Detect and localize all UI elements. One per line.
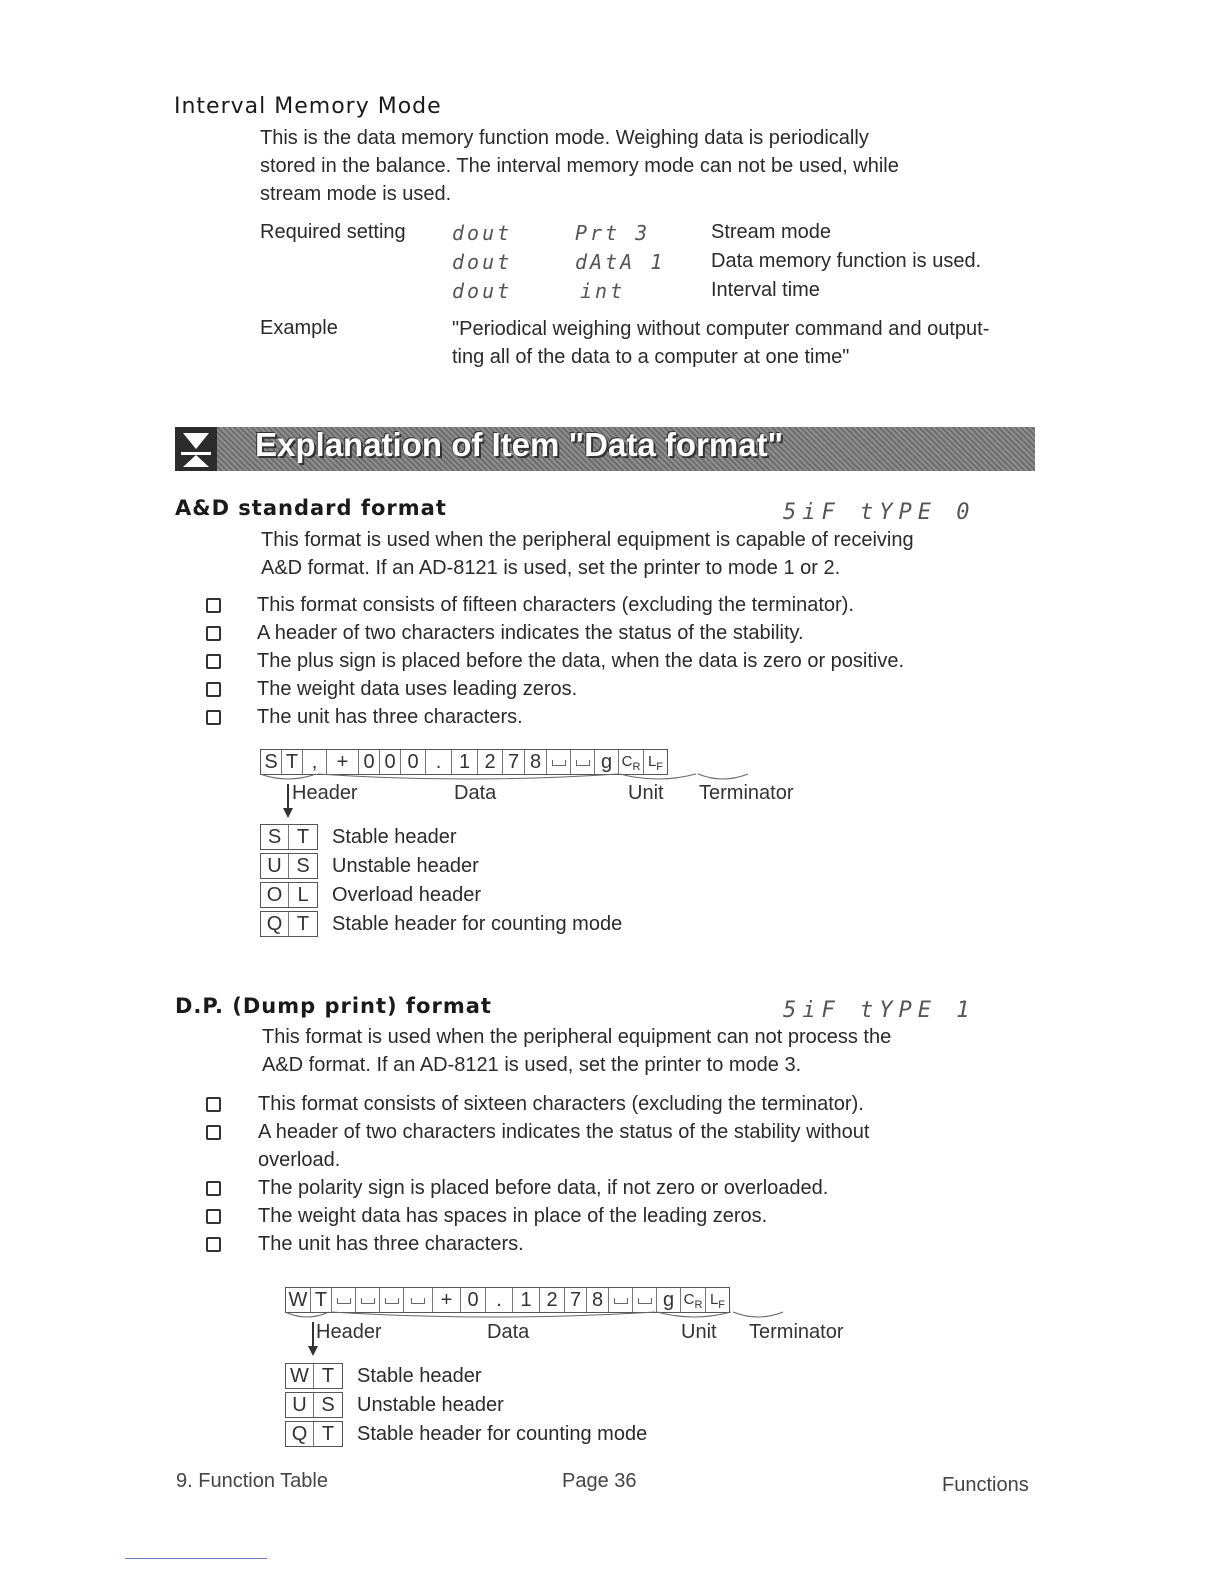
checkbox-icon — [206, 1209, 221, 1224]
label-data: Data — [487, 1321, 530, 1343]
header-row: U S Unstable header — [285, 1390, 647, 1419]
terminator-cr: $C_R$ — [681, 1288, 706, 1312]
format-cell: 2 — [478, 750, 503, 774]
example-line: "Periodical weighing without computer command and output- — [452, 318, 990, 340]
setting-desc: Data memory function is used. — [711, 250, 982, 272]
label-data: Data — [454, 782, 497, 804]
list-item: A header of two characters indicates the status of the stability without — [206, 1118, 869, 1146]
checkbox-icon — [206, 1181, 221, 1196]
header-row: Q T Stable header for counting mode — [285, 1419, 647, 1448]
section-heading-dp: D.P. (Dump print) format — [175, 994, 492, 1018]
format-cell: 7 — [565, 1288, 587, 1312]
format-cell: 1 — [452, 750, 478, 774]
terminator-lf: $L_F$ — [647, 753, 664, 773]
lcd-item: dout — [452, 221, 513, 245]
terminator-cr: $C_R$ — [619, 750, 644, 774]
space-cell — [609, 1288, 633, 1312]
checkbox-icon — [206, 1237, 221, 1252]
dp-header-list — [285, 1361, 647, 1448]
space-cell — [571, 750, 595, 774]
list-item: The unit has three characters. — [206, 703, 904, 731]
header-row: Q T Stable header for counting mode — [260, 909, 622, 938]
space-cell — [332, 1288, 356, 1312]
section-heading-ad: A&D standard format — [175, 496, 447, 520]
format-cell: , — [303, 750, 327, 774]
checkbox-icon — [206, 654, 221, 669]
list-item: The polarity sign is placed before data, if not zero or overloaded. — [206, 1174, 869, 1202]
checkbox-icon — [206, 1097, 221, 1112]
format-cell: g — [595, 750, 619, 774]
space-cell — [633, 1288, 657, 1312]
format-cell: 0 — [359, 750, 380, 774]
example-label: Example — [260, 317, 338, 339]
para-line: stream mode is used. — [260, 183, 452, 205]
format-cell: S — [261, 750, 282, 774]
setting-desc: Stream mode — [711, 221, 832, 243]
setting-desc: Interval time — [711, 279, 820, 301]
list-item: The weight data has spaces in place of the leading zeros. — [206, 1202, 869, 1230]
footer-left: 9. Function Table — [176, 1470, 328, 1492]
banner-title: Explanation of Item "Data format" — [255, 426, 784, 463]
list-item: A header of two characters indicates the status of the stability. — [206, 619, 904, 647]
lcd-value: int — [580, 279, 626, 303]
label-header: Header — [316, 1321, 382, 1343]
ad-bullet-list — [206, 591, 904, 731]
header-row: O L Overload header — [260, 880, 622, 909]
lcd-type-0: 5iF tYPE 0 — [783, 500, 976, 525]
ad-paragraph — [261, 526, 914, 582]
header-row: W T Stable header — [285, 1361, 647, 1390]
list-item: overload. — [258, 1149, 341, 1171]
format-cell: T — [282, 750, 303, 774]
format-cell: 0 — [401, 750, 426, 774]
format-cell: 1 — [513, 1288, 540, 1312]
list-item: The plus sign is placed before the data, when the data is zero or positive. — [206, 647, 904, 675]
format-cell: 7 — [503, 750, 525, 774]
para-line: A&D format. If an AD-8121 is used, set the printer to mode 3. — [262, 1054, 802, 1076]
checkbox-icon — [206, 710, 221, 725]
para-line: A&D format. If an AD-8121 is used, set the printer to mode 1 or 2. — [261, 557, 841, 579]
checkbox-icon — [206, 1125, 221, 1140]
list-item: This format consists of fifteen characters (excluding the terminator). — [206, 591, 904, 619]
label-terminator: Terminator — [699, 782, 794, 804]
format-cell: . — [486, 1288, 513, 1312]
list-item: This format consists of sixteen characters (excluding the terminator). — [206, 1090, 869, 1118]
header-row: U S Unstable header — [260, 851, 622, 880]
list-item: The unit has three characters. — [206, 1230, 869, 1258]
lcd-type-1: 5iF tYPE 1 — [783, 998, 976, 1023]
example-line: ting all of the data to a computer at one time" — [452, 346, 850, 368]
para-line: This format is used when the peripheral equipment is capable of receiving — [261, 529, 914, 551]
checkbox-icon — [206, 682, 221, 697]
footer-page: Page 36 — [562, 1470, 637, 1492]
para-line: This format is used when the peripheral equipment can not process the — [262, 1026, 892, 1048]
arrow-down-icon — [175, 427, 217, 471]
section-heading-interval: Interval Memory Mode — [174, 94, 442, 119]
footer-right: Functions — [942, 1474, 1029, 1496]
bottom-divider — [125, 1558, 267, 1559]
label-unit: Unit — [628, 782, 664, 804]
format-cell: 8 — [587, 1288, 609, 1312]
space-cell — [547, 750, 571, 774]
format-cell: T — [311, 1288, 332, 1312]
lcd-value: dAtA 1 — [575, 250, 666, 274]
header-row: S T Stable header — [260, 822, 622, 851]
required-setting-label: Required setting — [260, 221, 406, 243]
format-cell: 2 — [540, 1288, 565, 1312]
dp-bullet-list — [206, 1090, 869, 1258]
lcd-item: dout — [452, 279, 513, 303]
para-line: This is the data memory function mode. Weighing data is periodically — [260, 127, 869, 149]
lcd-value: Prt 3 — [575, 221, 651, 245]
format-cell: W — [286, 1288, 311, 1312]
format-cell: + — [433, 1288, 461, 1312]
label-header: Header — [292, 782, 358, 804]
format-cell: + — [327, 750, 359, 774]
label-unit: Unit — [681, 1321, 717, 1343]
lcd-item: dout — [452, 250, 513, 274]
para-line: stored in the balance. The interval memory mode can not be used, while — [260, 155, 899, 177]
space-cell — [404, 1288, 433, 1312]
space-cell — [356, 1288, 380, 1312]
format-cell: 8 — [525, 750, 547, 774]
space-cell — [380, 1288, 404, 1312]
format-cell: 0 — [461, 1288, 486, 1312]
format-cell: . — [426, 750, 452, 774]
dp-paragraph — [262, 1023, 891, 1079]
format-cell: g — [657, 1288, 681, 1312]
interval-paragraph — [260, 124, 899, 208]
example-text — [452, 315, 989, 371]
label-terminator: Terminator — [749, 1321, 844, 1343]
format-cell: 0 — [380, 750, 401, 774]
list-item: The weight data uses leading zeros. — [206, 675, 904, 703]
checkbox-icon — [206, 626, 221, 641]
terminator-lf: $L_F$ — [709, 1291, 726, 1311]
ad-header-list — [260, 822, 622, 938]
checkbox-icon — [206, 598, 221, 613]
